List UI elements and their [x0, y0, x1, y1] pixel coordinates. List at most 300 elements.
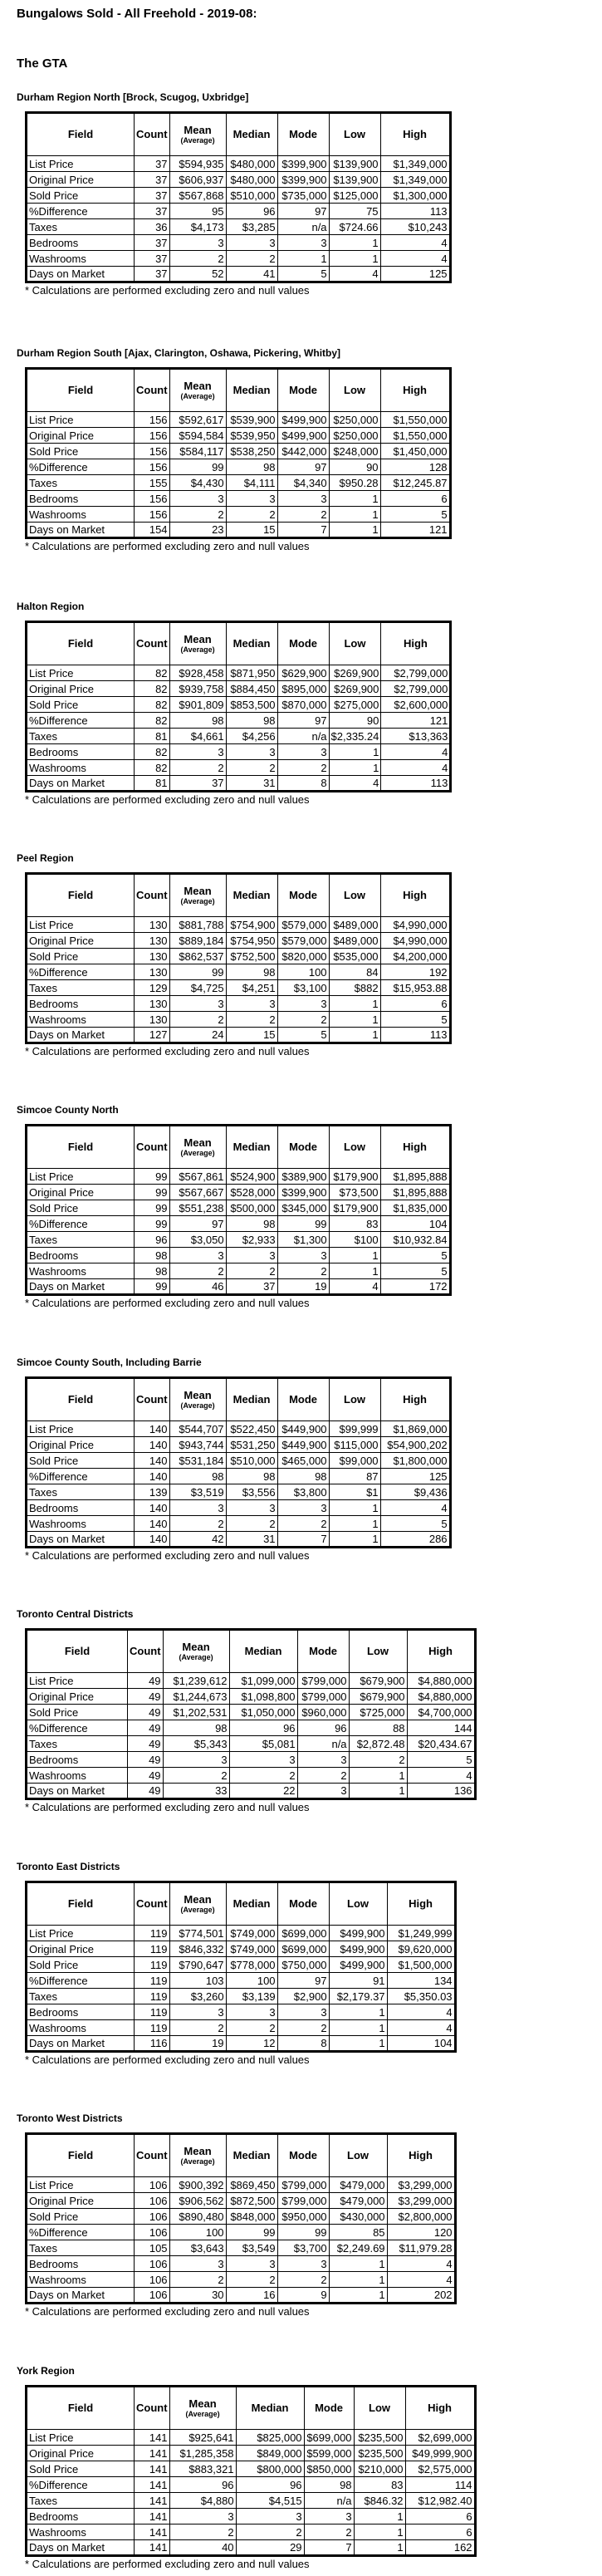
column-header-mode: [277, 874, 329, 917]
cell-count: 127: [135, 1028, 170, 1043]
cell-field: Taxes: [27, 475, 135, 491]
cell-field: Original Price: [27, 1185, 135, 1200]
table-row-bedrooms: [27, 2004, 456, 2020]
column-header-sublabel: (Average): [180, 897, 215, 905]
column-header-count: [128, 1630, 164, 1673]
column-header-median: [226, 874, 277, 917]
table-row-pct-difference: [27, 713, 451, 729]
cell-high: 121: [380, 523, 450, 538]
cell-low: 4: [329, 776, 381, 792]
cell-mean: $567,861: [169, 1169, 226, 1185]
cell-count: 106: [135, 2209, 170, 2225]
cell-low: $179,900: [329, 1169, 380, 1185]
column-header-label: Mode: [289, 2149, 318, 2161]
cell-mean: $943,744: [169, 1437, 226, 1453]
cell-mean: 42: [169, 1532, 226, 1548]
cell-low: 1: [329, 2272, 387, 2288]
cell-median: $538,250: [226, 444, 277, 459]
cell-low: $489,000: [329, 917, 380, 933]
column-header-mean: [169, 369, 226, 412]
cell-mode: $399,900: [277, 172, 329, 188]
cell-mean: 2: [169, 251, 226, 267]
cell-median: 96: [226, 204, 277, 219]
column-header-label: Mean: [184, 885, 212, 897]
table-row-sold-price: [27, 949, 451, 964]
header-row: [27, 874, 451, 917]
cell-low: $430,000: [329, 2209, 387, 2225]
cell-mean: $939,758: [169, 681, 226, 697]
cell-count: 130: [135, 964, 170, 980]
cell-field: List Price: [27, 412, 135, 428]
table-row-days-on-market: [27, 1028, 451, 1043]
cell-field: Days on Market: [27, 1279, 135, 1295]
cell-mean: 2: [169, 1263, 226, 1279]
table-row-list-price: [27, 2177, 456, 2193]
cell-mode: 8: [277, 776, 329, 792]
cell-count: 82: [135, 665, 170, 681]
cell-mean: $881,788: [169, 917, 226, 933]
cell-median: $853,500: [226, 697, 277, 713]
cell-field: Taxes: [27, 2493, 135, 2509]
cell-mode: $750,000: [277, 1957, 329, 1973]
cell-mode: $850,000: [304, 2461, 354, 2477]
table-row-original-price: [27, 428, 451, 444]
cell-mode: $399,900: [277, 156, 329, 172]
cell-mean: $846,332: [169, 1941, 226, 1957]
cell-field: Taxes: [27, 1736, 128, 1752]
cell-count: 156: [135, 444, 170, 459]
cell-low: 1: [329, 1028, 380, 1043]
cell-field: Washrooms: [27, 1263, 135, 1279]
column-header-label: Field: [67, 1393, 94, 1406]
cell-high: 128: [380, 459, 450, 475]
table-row-days-on-market: [27, 2036, 456, 2052]
cell-mode: 97: [277, 713, 329, 729]
cell-high: $1,895,888: [380, 1169, 450, 1185]
cell-field: Washrooms: [27, 1516, 135, 1532]
cell-low: $479,000: [329, 2193, 387, 2209]
column-header-sublabel: (Average): [179, 1653, 213, 1661]
cell-low: 1: [354, 2540, 405, 2556]
table-row-original-price: [27, 1689, 476, 1705]
cell-low: 1: [329, 1532, 380, 1548]
cell-count: 140: [135, 1516, 170, 1532]
column-header-field: [27, 113, 135, 156]
column-header-field: [27, 1378, 135, 1421]
cell-mode: 3: [304, 2509, 354, 2524]
table-row-pct-difference: [27, 1469, 451, 1484]
cell-low: $248,000: [329, 444, 380, 459]
table-row-washrooms: [27, 1768, 476, 1784]
column-header-label: Median: [251, 2402, 289, 2414]
stats-table: [25, 1376, 452, 1548]
cell-field: %Difference: [27, 204, 135, 219]
cell-median: $531,250: [226, 1437, 277, 1453]
cell-median: 98: [226, 1216, 277, 1232]
cell-median: 22: [229, 1784, 297, 1799]
cell-median: $849,000: [236, 2446, 304, 2461]
cell-mean: 3: [169, 2256, 226, 2272]
column-header-label: Field: [67, 2149, 94, 2161]
cell-low: 1: [329, 2256, 387, 2272]
cell-mode: $3,800: [277, 1484, 329, 1500]
cell-mode: 7: [277, 1532, 329, 1548]
cell-median: $848,000: [226, 2209, 277, 2225]
cell-high: 172: [380, 1279, 450, 1295]
cell-low: $235,500: [354, 2446, 405, 2461]
column-header-label: High: [403, 128, 427, 140]
cell-high: 120: [387, 2225, 455, 2240]
cell-mode: $799,000: [297, 1689, 349, 1705]
column-header-label: Field: [67, 889, 94, 901]
column-header-sublabel: (Average): [180, 136, 215, 145]
cell-low: $882: [329, 980, 380, 996]
column-header-field: [27, 1630, 128, 1673]
table-row-pct-difference: [27, 964, 451, 980]
cell-count: 82: [135, 760, 170, 776]
column-header-high: [380, 113, 450, 156]
cell-high: 202: [387, 2288, 455, 2304]
table-row-taxes: [27, 2493, 476, 2509]
cell-low: 4: [329, 267, 380, 282]
cell-low: $139,900: [329, 172, 380, 188]
table-row-list-price: [27, 2430, 476, 2446]
table-row-days-on-market: [27, 267, 451, 282]
column-header-field: [27, 2387, 135, 2430]
cell-field: Sold Price: [27, 2461, 135, 2477]
cell-field: List Price: [27, 2177, 135, 2193]
table-row-sold-price: [27, 2209, 456, 2225]
cell-mean: 3: [169, 1500, 226, 1516]
cell-field: Sold Price: [27, 188, 135, 204]
cell-high: $3,299,000: [387, 2193, 455, 2209]
cell-mean: $883,321: [169, 2461, 236, 2477]
cell-count: 99: [135, 1169, 170, 1185]
cell-mean: $3,643: [169, 2240, 226, 2256]
column-header-label: Mode: [289, 128, 318, 140]
cell-count: 82: [135, 744, 170, 760]
cell-mean: $3,519: [169, 1484, 226, 1500]
table-row-sold-price: [27, 1957, 456, 1973]
cell-count: 156: [135, 428, 170, 444]
cell-field: Washrooms: [27, 2020, 135, 2036]
cell-mean: $900,392: [169, 2177, 226, 2193]
cell-field: %Difference: [27, 1216, 135, 1232]
cell-mode: $820,000: [277, 949, 329, 964]
table-row-original-price: [27, 681, 451, 697]
column-header-label: Count: [136, 384, 168, 396]
cell-median: 29: [236, 2540, 304, 2556]
cell-median: 2: [226, 2020, 277, 2036]
header-row: [27, 1882, 456, 1926]
column-header-low: [329, 874, 380, 917]
cell-low: $269,900: [329, 681, 381, 697]
cell-count: 81: [135, 729, 170, 744]
cell-count: 49: [128, 1673, 164, 1689]
column-header-label: Mean: [184, 2145, 212, 2157]
table-row-pct-difference: [27, 2477, 476, 2493]
column-header-low: [349, 1630, 407, 1673]
cell-median: 96: [229, 1720, 297, 1736]
table-row-list-price: [27, 1926, 456, 1941]
table-row-original-price: [27, 2193, 456, 2209]
cell-field: Taxes: [27, 2240, 135, 2256]
cell-field: Original Price: [27, 681, 135, 697]
cell-high: 125: [380, 1469, 450, 1484]
cell-mode: 3: [277, 744, 329, 760]
cell-count: 37: [135, 188, 170, 204]
cell-median: 3: [236, 2509, 304, 2524]
cell-high: $1,550,000: [380, 428, 450, 444]
cell-mean: $4,661: [169, 729, 226, 744]
cell-mean: $4,725: [169, 980, 226, 996]
table-row-original-price: [27, 1185, 451, 1200]
table-row-washrooms: [27, 1012, 451, 1028]
cell-field: List Price: [27, 1673, 128, 1689]
cell-mode: $579,000: [277, 933, 329, 949]
table-row-taxes: [27, 729, 451, 744]
column-header-label: Field: [67, 128, 94, 140]
cell-low: $2,335.24: [329, 729, 381, 744]
cell-high: $2,799,000: [381, 665, 451, 681]
cell-mode: 3: [277, 491, 329, 507]
cell-mode: 2: [277, 507, 329, 523]
cell-median: $5,081: [229, 1736, 297, 1752]
column-header-count: [135, 2387, 170, 2430]
cell-high: $4,200,000: [380, 949, 450, 964]
cell-high: $11,979.28: [387, 2240, 455, 2256]
cell-high: 104: [387, 2036, 455, 2052]
cell-mode: 99: [277, 2225, 329, 2240]
column-header-mode: [277, 369, 329, 412]
cell-mean: 103: [169, 1973, 226, 1989]
column-header-mode: [297, 1630, 349, 1673]
cell-mode: $4,340: [277, 475, 329, 491]
column-header-label: High: [403, 1393, 427, 1406]
cell-low: $139,900: [329, 156, 380, 172]
cell-low: 84: [329, 964, 380, 980]
column-header-label: High: [403, 384, 427, 396]
cell-field: %Difference: [27, 1469, 135, 1484]
table-row-list-price: [27, 917, 451, 933]
cell-field: Bedrooms: [27, 744, 135, 760]
column-header-mode: [277, 1378, 329, 1421]
column-header-label: Count: [136, 1897, 168, 1910]
cell-mean: 3: [163, 1752, 229, 1768]
cell-median: 37: [226, 1279, 277, 1295]
cell-field: %Difference: [27, 964, 135, 980]
cell-high: $1,800,000: [380, 1453, 450, 1469]
cell-field: Bedrooms: [27, 2004, 135, 2020]
cell-low: 88: [349, 1720, 407, 1736]
table-row-days-on-market: [27, 2288, 456, 2304]
cell-low: 1: [329, 1248, 380, 1263]
cell-high: 5: [380, 1263, 450, 1279]
column-header-label: Field: [64, 1645, 91, 1657]
cell-high: 4: [387, 2256, 455, 2272]
cell-low: 83: [354, 2477, 405, 2493]
cell-field: %Difference: [27, 1720, 128, 1736]
cell-low: 85: [329, 2225, 387, 2240]
cell-low: 1: [354, 2509, 405, 2524]
cell-low: $73,500: [329, 1185, 380, 1200]
cell-count: 99: [135, 1185, 170, 1200]
cell-mode: $895,000: [277, 681, 329, 697]
cell-mode: 8: [277, 2036, 329, 2052]
cell-median: $524,900: [226, 1169, 277, 1185]
table-row-days-on-market: [27, 1279, 451, 1295]
table-row-washrooms: [27, 2020, 456, 2036]
cell-count: 106: [135, 2193, 170, 2209]
column-header-label: Low: [367, 1645, 389, 1657]
table-row-taxes: [27, 1484, 451, 1500]
column-header-median: [226, 2134, 277, 2177]
cell-mode: $870,000: [277, 697, 329, 713]
table-row-bedrooms: [27, 235, 451, 251]
column-header-count: [135, 113, 170, 156]
cell-count: 106: [135, 2256, 170, 2272]
region-title: Toronto East Districts: [17, 1861, 120, 1872]
table-row-list-price: [27, 1673, 476, 1689]
table-row-bedrooms: [27, 2509, 476, 2524]
column-header-low: [329, 113, 380, 156]
column-header-label: Mode: [289, 1141, 318, 1153]
cell-low: 83: [329, 1216, 380, 1232]
cell-mode: 3: [277, 2004, 329, 2020]
cell-count: 130: [135, 996, 170, 1012]
cell-high: 6: [405, 2509, 475, 2524]
cell-field: %Difference: [27, 2225, 135, 2240]
cell-mode: 7: [304, 2540, 354, 2556]
cell-count: 81: [135, 776, 170, 792]
cell-median: $754,900: [226, 917, 277, 933]
cell-field: Sold Price: [27, 949, 135, 964]
cell-mode: 7: [277, 523, 329, 538]
column-header-label: Mean: [184, 124, 212, 136]
cell-median: 98: [226, 1469, 277, 1484]
page-title: Bungalows Sold - All Freehold - 2019-08:: [17, 7, 257, 21]
column-header-label: Count: [136, 1141, 168, 1153]
cell-mode: 97: [277, 1973, 329, 1989]
cell-count: 119: [135, 2020, 170, 2036]
cell-mean: $3,050: [169, 1232, 226, 1248]
column-header-label: Count: [136, 637, 168, 650]
cell-low: 1: [329, 491, 380, 507]
cell-low: $950.28: [329, 475, 380, 491]
cell-count: 36: [135, 219, 170, 235]
cell-mode: 2: [277, 1012, 329, 1028]
cell-high: $2,699,000: [405, 2430, 475, 2446]
cell-field: Original Price: [27, 172, 135, 188]
table-row-bedrooms: [27, 1752, 476, 1768]
cell-high: 4: [381, 760, 451, 776]
table-row-original-price: [27, 1941, 456, 1957]
cell-field: Washrooms: [27, 2524, 135, 2540]
cell-mode: 3: [277, 2256, 329, 2272]
column-header-label: Mean: [184, 380, 212, 392]
column-header-low: [329, 1126, 380, 1169]
calculation-note: * Calculations are performed excluding zero and null values: [25, 1549, 310, 1562]
cell-mode: 3: [277, 1500, 329, 1516]
cell-count: 105: [135, 2240, 170, 2256]
cell-mode: $599,000: [304, 2446, 354, 2461]
cell-mode: $950,000: [277, 2209, 329, 2225]
cell-high: 4: [380, 1500, 450, 1516]
cell-high: 113: [380, 204, 450, 219]
cell-low: $479,000: [329, 2177, 387, 2193]
cell-mode: 98: [304, 2477, 354, 2493]
cell-low: $115,000: [329, 1437, 380, 1453]
table-row-bedrooms: [27, 1248, 451, 1263]
cell-field: %Difference: [27, 1973, 135, 1989]
column-header-label: Count: [136, 889, 168, 901]
table-row-taxes: [27, 980, 451, 996]
cell-count: 140: [135, 1421, 170, 1437]
header-row: [27, 622, 451, 665]
cell-median: $749,000: [226, 1941, 277, 1957]
cell-count: 140: [135, 1532, 170, 1548]
cell-count: 141: [135, 2540, 170, 2556]
cell-high: 121: [381, 713, 451, 729]
column-header-field: [27, 874, 135, 917]
cell-median: 2: [226, 1516, 277, 1532]
table-row-original-price: [27, 1437, 451, 1453]
stats-table: [25, 1124, 452, 1296]
cell-field: List Price: [27, 2430, 135, 2446]
cell-count: 140: [135, 1437, 170, 1453]
cell-median: 2: [229, 1768, 297, 1784]
cell-mode: $1,300: [277, 1232, 329, 1248]
cell-high: $9,436: [380, 1484, 450, 1500]
cell-count: 99: [135, 1279, 170, 1295]
cell-low: $724.66: [329, 219, 380, 235]
cell-field: List Price: [27, 1169, 135, 1185]
column-header-label: Field: [67, 2402, 94, 2414]
cell-mean: 24: [169, 1028, 226, 1043]
column-header-mode: [277, 1126, 329, 1169]
cell-field: Washrooms: [27, 1012, 135, 1028]
cell-field: Washrooms: [27, 2272, 135, 2288]
cell-count: 99: [135, 1216, 170, 1232]
stats-table: [25, 111, 452, 283]
header-row: [27, 2134, 456, 2177]
cell-count: 156: [135, 412, 170, 428]
cell-mode: $699,000: [304, 2430, 354, 2446]
cell-mean: 40: [169, 2540, 236, 2556]
cell-count: 119: [135, 1926, 170, 1941]
column-header-sublabel: (Average): [180, 2157, 215, 2166]
cell-low: 4: [329, 1279, 380, 1295]
column-header-label: Median: [232, 1393, 271, 1406]
column-header-mean: [169, 2134, 226, 2177]
cell-field: Bedrooms: [27, 996, 135, 1012]
cell-count: 155: [135, 475, 170, 491]
column-header-sublabel: (Average): [180, 1906, 215, 1914]
table-row-washrooms: [27, 2524, 476, 2540]
cell-low: $275,000: [329, 697, 381, 713]
table-row-days-on-market: [27, 1532, 451, 1548]
column-header-count: [135, 622, 170, 665]
cell-median: $4,256: [226, 729, 277, 744]
column-header-label: Mean: [184, 633, 212, 645]
cell-field: Bedrooms: [27, 1752, 128, 1768]
cell-high: 162: [405, 2540, 475, 2556]
header-row: [27, 1126, 451, 1169]
cell-mode: $449,900: [277, 1421, 329, 1437]
cell-count: 49: [128, 1705, 164, 1720]
cell-mode: $735,000: [277, 188, 329, 204]
cell-median: $3,556: [226, 1484, 277, 1500]
